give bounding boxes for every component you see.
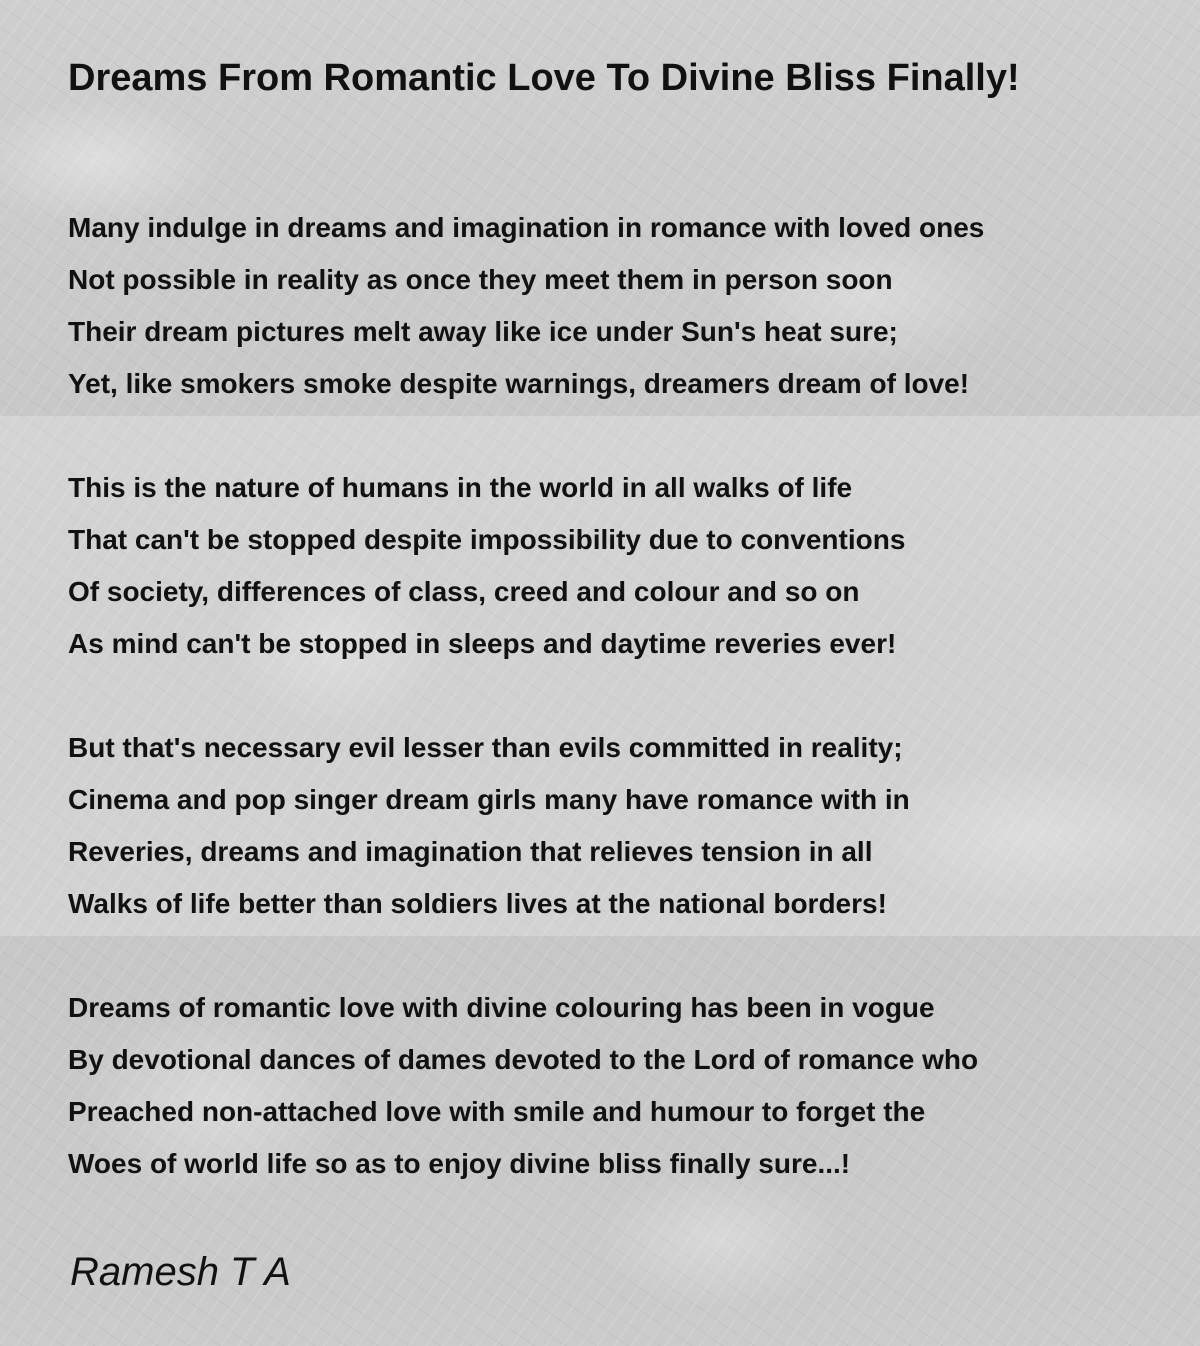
poem-line: As mind can't be stopped in sleeps and daytime reveries ever! [68,628,897,659]
poem-line: Preached non-attached love with smile and humour to forget the [68,1096,926,1127]
poem-title: Dreams From Romantic Love To Divine Bliss Finally! [68,57,1020,99]
poem-line: Yet, like smokers smoke despite warnings, dreamers dream of love! [68,368,970,399]
poem-line: Dreams of romantic love with divine colouring has been in vogue [68,992,935,1023]
poem-line: Of society, differences of class, creed and colour and so on [68,576,860,607]
stanza-3 [68,722,1178,930]
poem-line: Cinema and pop singer dream girls many have romance with in [68,784,910,815]
poem-line: That can't be stopped despite impossibility due to conventions [68,524,906,555]
poem-line: Woes of world life so as to enjoy divine bliss finally sure...! [68,1148,851,1179]
stanza-1 [68,202,1178,410]
poem-line: Many indulge in dreams and imagination in romance with loved ones [68,212,985,243]
poem-line: By devotional dances of dames devoted to the Lord of romance who [68,1044,979,1075]
poem-line: Walks of life better than soldiers lives at the national borders! [68,888,887,919]
poem-line: This is the nature of humans in the world in all walks of life [68,472,853,503]
poem-line: But that's necessary evil lesser than evils committed in reality; [68,732,903,763]
stanza-2 [68,462,1178,670]
stanza-4 [68,982,1178,1190]
poem-body [68,202,1178,1242]
poem-line: Not possible in reality as once they meet them in person soon [68,264,893,295]
poem-author: Ramesh T A [70,1250,291,1294]
poem-line: Their dream pictures melt away like ice under Sun's heat sure; [68,316,898,347]
poem-line: Reveries, dreams and imagination that relieves tension in all [68,836,873,867]
